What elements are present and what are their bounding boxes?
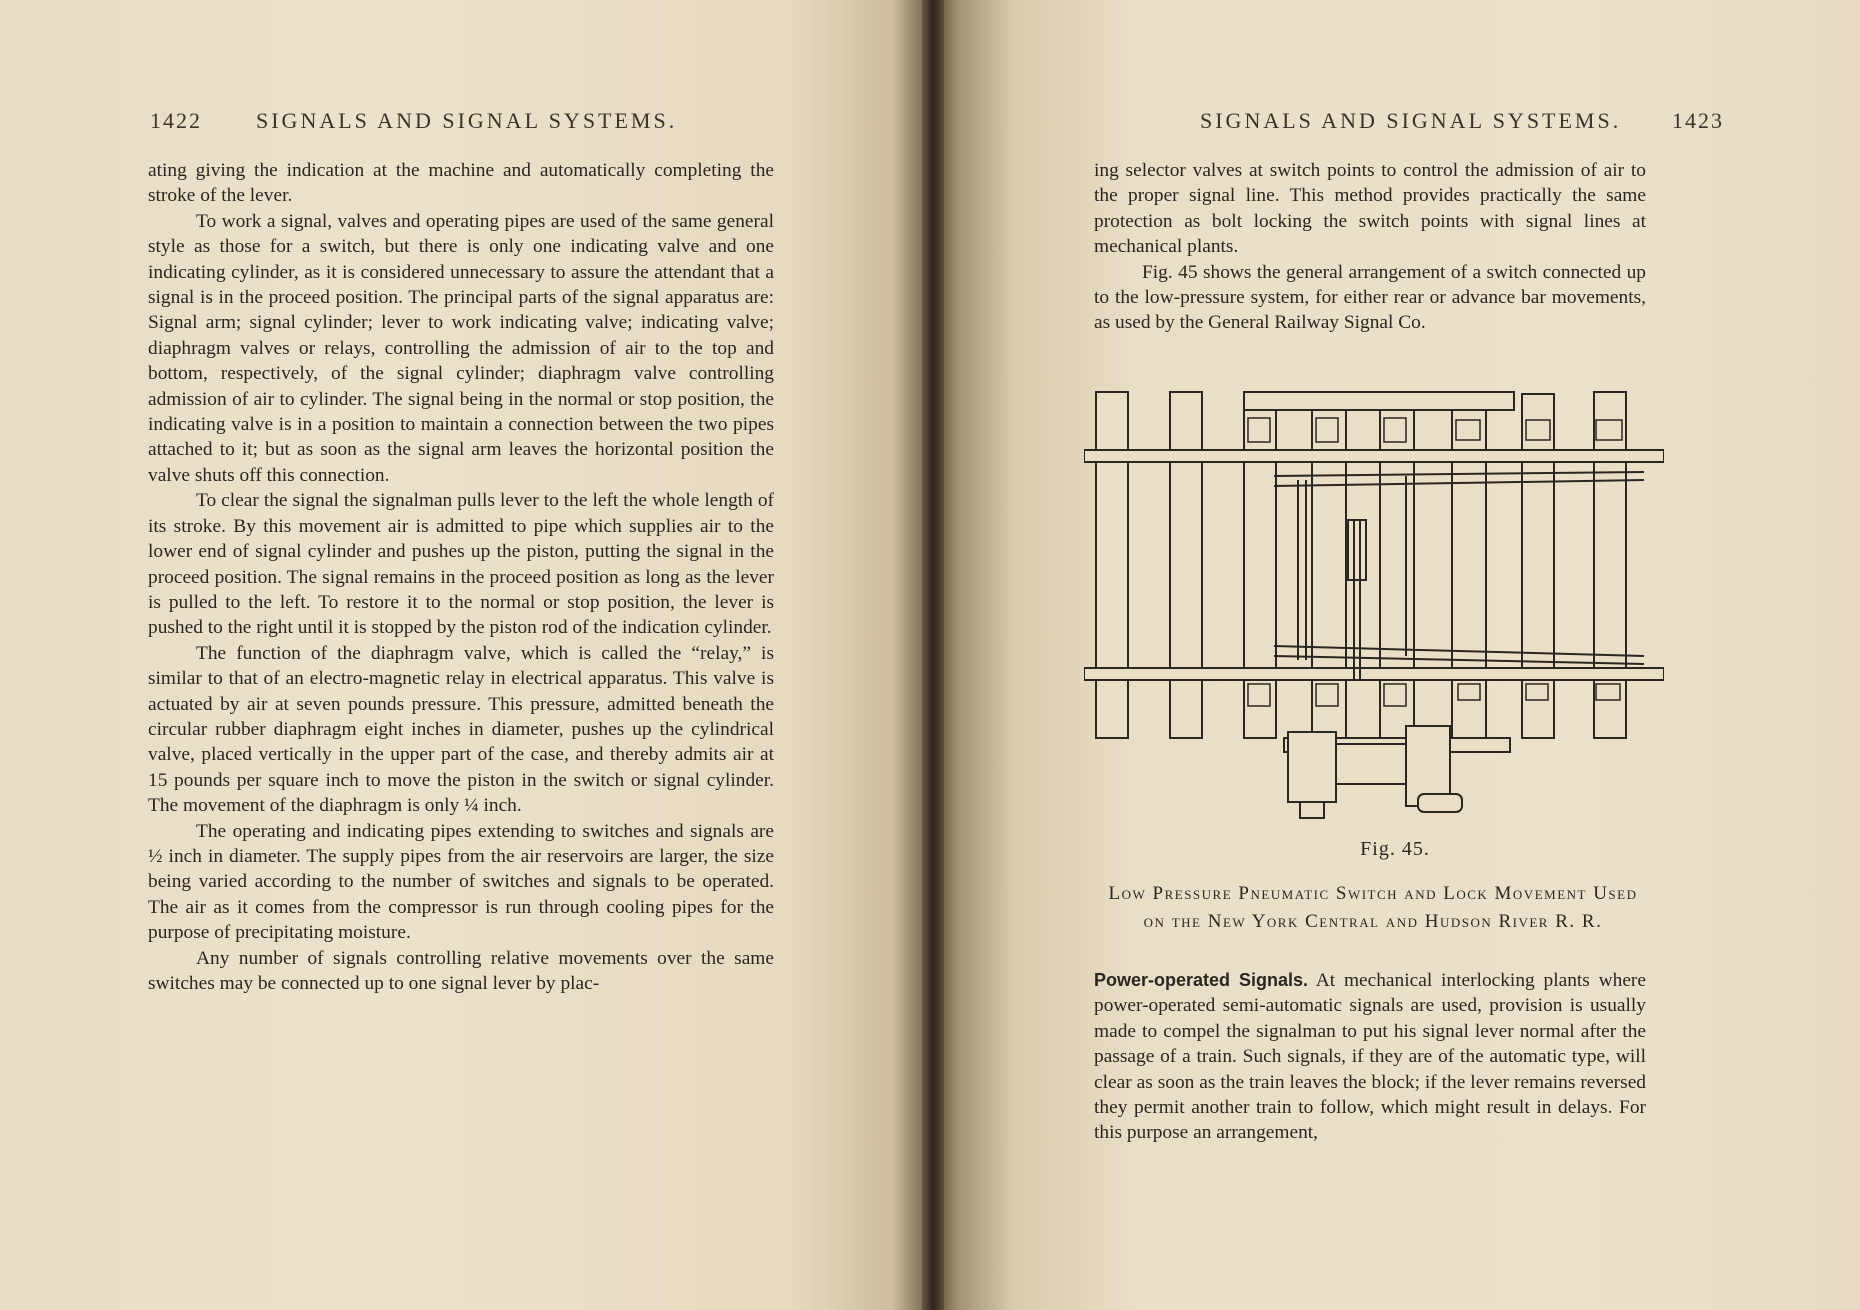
figure-caption-line: Low Pressure Pneumatic Switch and Lock Movement Used [1108,883,1638,904]
stock-rail [1084,668,1664,680]
paragraph: Fig. 45 shows the general arrangement of a switch connected up to the low-pressure system, for either rear or advance bar movements, as used by the General Railway Signal Co. [1094,261,1646,334]
slide-plate [1596,684,1620,700]
figure-caption [1090,880,1656,936]
pipe-fitting [1300,802,1324,818]
paragraph: The function of the diaphragm valve, which is called the “relay,” is similar to that of an electro-magnetic relay in electrical apparatus. This valve is actuated by air at seven pounds pressure. This pressure, admitted beneath the circular rubber diaphragm eight inches in diameter, pushes up the cylindrical valve, placed vertically in the upper part of the case, and thereby admits air at 15 pounds per square inch to move the piston in the switch or signal cylinder. The movement of the diaphragm is only ¼ inch. [148,642,774,817]
paragraph: At mechanical interlocking plants where power-operated semi-automatic signals are used, provision is usually made to compel the signalman to put his signal lever normal after the passage of a train. Such signals, if they are of the automatic type, will clear as soon as the train leaves the block; if the lever remains reversed they permit another train to follow, which might result in delays. For this purpose an arrangement, [1094,970,1646,1144]
right-body-text-bottom [1094,968,1646,1146]
slide-plate [1248,418,1270,442]
cylinder [1336,744,1406,784]
slide-plate [1316,684,1338,706]
left-running-head: SIGNALS AND SIGNAL SYSTEMS. [256,108,678,133]
tie [1170,392,1202,738]
slide-plate [1384,418,1406,442]
track-plan-drawing [1084,380,1664,820]
switch-movement-diagram [1084,380,1664,820]
left-body-text [148,158,774,996]
slide-plate [1248,684,1270,706]
valve-box [1288,732,1336,802]
stock-rail [1084,450,1664,462]
paragraph: The operating and indicating pipes extending to switches and signals are ½ inch in diameter. The supply pipes from the air reservoirs are larger, the size being varied according to the number of switches and signals to be operated. The air as it comes from the compressor is run through cooling pipes for the purpose of precipitating moisture. [148,820,774,944]
right-page-number: 1423 [1672,108,1724,133]
book-gutter [922,0,944,1310]
right-body-text-top [1094,158,1646,336]
timber [1244,392,1514,410]
paragraph: ing selector valves at switch points to control the admission of air to the proper signal line. This method provides practically the same protection as bolt locking the switch points with signal lines at mechanical plants. [1094,160,1646,258]
slide-plate [1596,420,1622,440]
section-subheading: Power-operated Signals. [1094,970,1309,990]
slide-plate [1526,684,1548,700]
paragraph: ating giving the indication at the machine and automatically completing the stroke of the lever. [148,160,774,207]
slide-plate [1316,418,1338,442]
slide-plate [1526,420,1550,440]
paragraph-with-subheading [1094,968,1646,1146]
slide-plate [1458,684,1480,700]
paragraph: To clear the signal the signalman pulls lever to the left the whole length of its stroke. By this movement air is admitted to pipe which supplies air to the lower end of signal cylinder and pushes up the piston, putting the signal in the proceed position. The signal remains in the proceed position as long as the lever is pulled to the left. To restore it to the normal or stop position, the lever is pushed to the right until it is stopped by the piston rod of the indication cylinder. [148,490,774,639]
paragraph: Any number of signals controlling relative movements over the same switches may be connected up to one signal lever by plac- [148,947,774,994]
figure-caption-line: on the New York Central and Hudson River R. R. [1143,911,1603,932]
right-running-head: SIGNALS AND SIGNAL SYSTEMS. [1200,108,1622,133]
right-page [930,0,1860,1310]
left-page-number: 1422 [150,108,202,133]
paragraph: To work a signal, valves and operating pipes are used of the same general style as those for a switch, but there is only one indicating valve and one indicating cylinder, as it is considered unnecessary to assure the attendant that a signal is in the proceed position. The principal parts of the signal apparatus are: Signal arm; signal cylinder; lever to work indicating valve; indicating valve; diaphragm valves or relays, controlling the admission of air to the top and bottom, respectively, of the signal cylinder; diaphragm valve controlling admission of air to cylinder. The signal being in the normal or stop position, the indicating valve is in a position to maintain a connection between the two pipes attached to it; but as soon as the signal arm leaves the horizontal position the valve shuts off this connection. [148,210,774,486]
tie [1096,392,1128,738]
lock-body [1348,520,1366,580]
slide-plate [1456,420,1480,440]
figure-label: Fig. 45. [1360,838,1430,860]
pipe-fitting [1418,794,1462,812]
slide-plate [1384,684,1406,706]
